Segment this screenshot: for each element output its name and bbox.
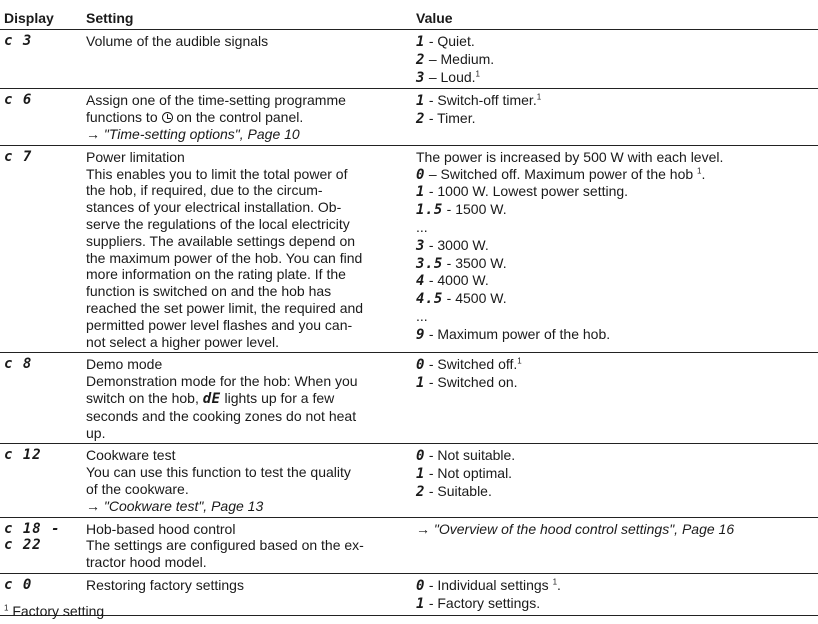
table-row bbox=[0, 30, 818, 89]
page-reference: → "Time-setting options", Page 10 bbox=[86, 125, 300, 142]
setting-line: You can use this function to test the quality bbox=[86, 464, 351, 481]
value-line bbox=[416, 51, 814, 69]
setting-line: Restoring factory settings bbox=[86, 576, 244, 593]
segment-code: 1 bbox=[416, 93, 425, 110]
segment-code: 1 bbox=[416, 375, 425, 392]
footnote-mark: 1 bbox=[517, 356, 522, 366]
value-text: - 3000 W. bbox=[424, 236, 489, 253]
segment-code: 9 bbox=[416, 326, 425, 343]
table-row bbox=[0, 444, 818, 517]
value-text: - 1500 W. bbox=[442, 201, 507, 218]
value-line bbox=[416, 308, 814, 326]
value-text: - Switched on. bbox=[424, 374, 518, 391]
page-reference: → "Cookware test", Page 13 bbox=[86, 497, 264, 514]
value-cell bbox=[412, 517, 818, 573]
footnote-mark: 1 bbox=[697, 165, 702, 175]
settings-table bbox=[0, 5, 818, 616]
setting-line: Assign one of the time-setting programme bbox=[86, 92, 346, 109]
value-text: - Switch-off timer. bbox=[424, 92, 537, 109]
setting-line: tractor hood model. bbox=[86, 554, 207, 571]
footnote-mark: 1 bbox=[536, 92, 542, 102]
footnote-mark: 1 bbox=[552, 577, 558, 587]
segment-code: 0 bbox=[416, 577, 425, 594]
value-text: - Factory settings. bbox=[424, 594, 541, 611]
value-text: – Medium. bbox=[424, 50, 495, 67]
segment-code: 0 bbox=[416, 357, 425, 374]
setting-line: more information on the rating plate. If the bbox=[86, 266, 346, 283]
segment-code: 1 bbox=[416, 595, 425, 612]
header-setting: Setting bbox=[82, 5, 412, 30]
value-line bbox=[416, 166, 814, 184]
value-line bbox=[416, 110, 814, 128]
value-cell bbox=[412, 573, 818, 615]
value-line bbox=[416, 465, 814, 483]
footnote-mark: 1 bbox=[4, 603, 9, 613]
display-code: c 7 bbox=[0, 145, 82, 353]
footnote-text: Factory setting bbox=[12, 603, 105, 619]
value-cell bbox=[412, 30, 818, 89]
value-line bbox=[416, 92, 814, 110]
display-code: c 0 bbox=[0, 573, 82, 615]
segment-code: 3.5 bbox=[416, 255, 443, 272]
setting-line: Volume of the audible signals bbox=[86, 33, 269, 49]
setting-line: Hob-based hood control bbox=[86, 520, 236, 537]
setting-text: functions to bbox=[86, 109, 158, 126]
value-text: - Quiet. bbox=[424, 33, 475, 49]
setting-line: function is switched on and the hob has bbox=[86, 283, 332, 300]
setting-line: seconds and the cooking zones do not heat bbox=[86, 407, 357, 424]
value-line bbox=[416, 374, 814, 392]
display-code: c 12 bbox=[0, 444, 82, 517]
segment-code: 1 bbox=[416, 466, 425, 483]
value-line bbox=[416, 483, 814, 501]
segment-code: 2 bbox=[416, 483, 425, 500]
setting-line: Demo mode bbox=[86, 356, 163, 373]
setting-line: Power limitation bbox=[86, 148, 185, 165]
segment-code: 3 bbox=[416, 237, 425, 254]
value-line bbox=[416, 356, 814, 374]
display-code: c 3 bbox=[0, 30, 82, 89]
value-line bbox=[416, 326, 814, 344]
value-text: . bbox=[557, 576, 561, 593]
table-row bbox=[0, 89, 818, 145]
header-display: Display bbox=[0, 5, 82, 30]
segment-code: 4 bbox=[416, 273, 425, 290]
value-line bbox=[416, 219, 814, 237]
setting-cell bbox=[82, 89, 412, 145]
demo-code: dE bbox=[202, 390, 221, 407]
value-line bbox=[416, 201, 814, 219]
value-cell bbox=[412, 353, 818, 444]
value-cell bbox=[412, 444, 818, 517]
value-line bbox=[416, 33, 814, 51]
value-cell bbox=[412, 145, 818, 353]
value-text: - 4500 W. bbox=[442, 290, 507, 307]
value-text: - Timer. bbox=[424, 110, 476, 127]
value-text: - Maximum power of the hob. bbox=[424, 325, 611, 342]
setting-line: stances of your electrical installation. Ob- bbox=[86, 199, 342, 216]
value-cell bbox=[412, 89, 818, 145]
setting-line: permitted power level flashes and you can- bbox=[86, 316, 353, 333]
value-line bbox=[416, 237, 814, 255]
value-line bbox=[416, 577, 814, 595]
setting-line: Demonstration mode for the hob: When you bbox=[86, 373, 358, 390]
setting-cell bbox=[82, 517, 412, 573]
setting-cell bbox=[82, 145, 412, 353]
value-text: – Loud. bbox=[424, 68, 476, 85]
value-text: - Not suitable. bbox=[424, 447, 516, 464]
value-line bbox=[416, 69, 814, 87]
value-line bbox=[416, 447, 814, 465]
value-text: - 4000 W. bbox=[424, 272, 489, 289]
setting-line: This enables you to limit the total power of bbox=[86, 165, 348, 182]
setting-line: Cookware test bbox=[86, 447, 176, 464]
setting-line: suppliers. The available settings depend on bbox=[86, 232, 356, 249]
value-line bbox=[416, 183, 814, 201]
value-line bbox=[416, 595, 814, 613]
setting-line: up. bbox=[86, 424, 106, 441]
setting-line: the hob, if required, due to the circum- bbox=[86, 182, 323, 199]
display-code: c 6 bbox=[0, 89, 82, 145]
value-text: ... bbox=[416, 307, 428, 324]
header-row bbox=[0, 5, 818, 30]
page-reference: → "Overview of the hood control settings", Page 16 bbox=[416, 520, 735, 537]
setting-line: of the cookware. bbox=[86, 480, 189, 497]
setting-line: serve the regulations of the local electricity bbox=[86, 215, 350, 232]
value-text: - Individual settings bbox=[424, 576, 553, 593]
setting-text: lights up for a few bbox=[224, 389, 335, 406]
setting-cell bbox=[82, 30, 412, 89]
setting-cell bbox=[82, 353, 412, 444]
segment-code: 1.5 bbox=[416, 202, 443, 219]
table-row bbox=[0, 145, 818, 353]
value-text: - Not optimal. bbox=[424, 465, 513, 482]
setting-cell bbox=[82, 573, 412, 615]
segment-code: 0 bbox=[416, 448, 425, 465]
setting-line: reached the set power limit, the required and bbox=[86, 299, 364, 316]
segment-code: 2 bbox=[416, 111, 425, 128]
value-text: - 1000 W. Lowest power setting. bbox=[424, 183, 629, 200]
segment-code: 1 bbox=[416, 34, 425, 50]
setting-text: on the control panel. bbox=[176, 109, 304, 126]
display-code: c 18 - c 22 bbox=[0, 517, 82, 573]
setting-cell bbox=[82, 444, 412, 517]
setting-line bbox=[86, 390, 400, 408]
setting-text: switch on the hob, bbox=[86, 389, 199, 406]
value-line bbox=[416, 290, 814, 308]
value-text: - Switched off. bbox=[424, 356, 518, 373]
value-line bbox=[416, 272, 814, 290]
segment-code: 3 bbox=[416, 69, 425, 86]
value-intro: The power is increased by 500 W with each level. bbox=[416, 148, 724, 165]
segment-code: 0 bbox=[416, 166, 425, 183]
clock-icon bbox=[162, 112, 173, 123]
header-value: Value bbox=[412, 5, 818, 30]
value-text: . bbox=[701, 165, 706, 182]
setting-line: not select a higher power level. bbox=[86, 333, 279, 350]
setting-line bbox=[86, 109, 400, 126]
display-code: c 8 bbox=[0, 353, 82, 444]
table-row bbox=[0, 573, 818, 615]
value-line bbox=[416, 255, 814, 273]
value-text: - Suitable. bbox=[424, 482, 492, 499]
segment-code: 1 bbox=[416, 184, 425, 201]
segment-code: 4.5 bbox=[416, 291, 443, 308]
value-text: - 3500 W. bbox=[442, 254, 507, 271]
footnote-mark: 1 bbox=[475, 68, 480, 78]
segment-code: 2 bbox=[416, 51, 425, 68]
table-row bbox=[0, 517, 818, 573]
footnote bbox=[4, 603, 104, 619]
value-text: ... bbox=[416, 218, 428, 235]
table-row bbox=[0, 353, 818, 444]
value-text: – Switched off. Maximum power of the hob bbox=[424, 165, 698, 182]
setting-line: the maximum power of the hob. You can find bbox=[86, 249, 363, 266]
setting-line: The settings are configured based on the ex- bbox=[86, 537, 364, 554]
